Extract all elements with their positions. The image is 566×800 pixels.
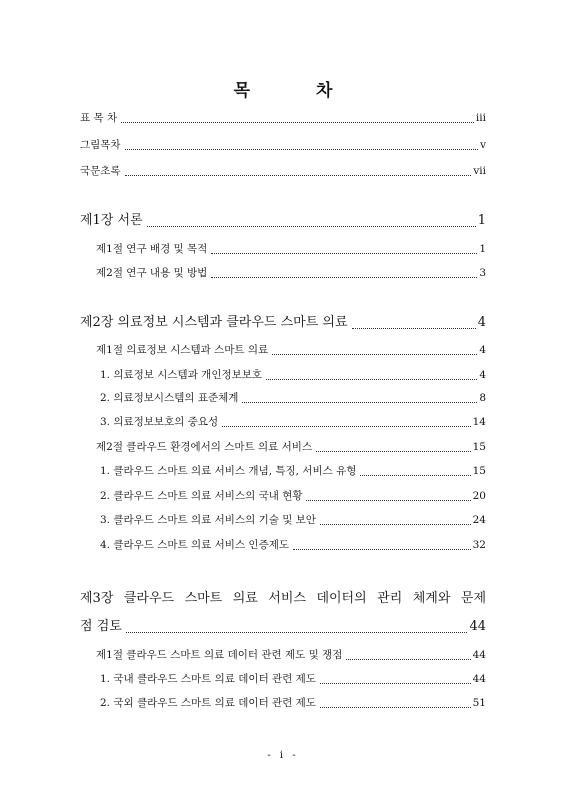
toc-label: 2. 의료정보시스템의 표준체계: [100, 392, 239, 404]
toc-entry-abstract[interactable]: [80, 163, 486, 178]
dot-leader: [316, 439, 471, 452]
toc-label: 국문초록: [80, 165, 121, 177]
toc-entry-ch2-1-3[interactable]: [100, 414, 486, 429]
dot-leader: [266, 367, 477, 380]
toc-page-number: 4: [477, 315, 486, 330]
dot-leader: [293, 537, 471, 550]
toc-label: 제1절 의료정보 시스템과 스마트 의료: [96, 344, 269, 356]
page-title: 목 차: [233, 81, 363, 101]
toc-page-number: iii: [475, 112, 486, 124]
toc-entry-ch1-sec2[interactable]: [96, 265, 486, 280]
toc-page-number: 32: [472, 539, 486, 551]
dot-leader: [121, 110, 474, 123]
toc-page-number: 15: [472, 465, 486, 477]
toc-page-number: 3: [479, 267, 486, 279]
toc-entry-ch3-sec1[interactable]: [96, 647, 486, 662]
dot-leader: [125, 137, 478, 150]
toc-entry-tables[interactable]: [80, 110, 486, 125]
toc-page-number: v: [480, 139, 486, 151]
toc-label: 제1절 연구 배경 및 목적: [96, 243, 208, 255]
dot-leader: [320, 671, 471, 684]
toc-entry-chapter-2[interactable]: [80, 314, 486, 331]
dot-leader: [125, 163, 472, 176]
toc-label: 제2절 연구 내용 및 방법: [96, 267, 208, 279]
dot-leader: [320, 695, 471, 708]
toc-label: 제2장 의료정보 시스템과 클라우드 스마트 의료: [80, 315, 348, 330]
toc-page-number: 44: [472, 649, 486, 661]
toc-page-number: 20: [472, 490, 486, 502]
toc-label: 표 목 차: [80, 112, 118, 124]
toc-entry-ch1-sec1[interactable]: [96, 241, 486, 256]
toc-label: 점 검토: [80, 619, 122, 634]
toc-entry-figures[interactable]: [80, 137, 486, 152]
toc-label: 제1절 클라우드 스마트 의료 데이터 관련 제도 및 쟁점: [96, 649, 343, 661]
dot-leader: [126, 618, 468, 633]
dot-leader: [352, 314, 476, 329]
toc-entry-ch2-1-2[interactable]: [100, 390, 486, 405]
toc-label: 1. 의료정보 시스템과 개인정보보호: [100, 369, 263, 381]
dot-leader: [320, 512, 471, 525]
dot-leader: [211, 241, 477, 254]
page-number-footer: - i -: [267, 750, 299, 761]
toc-page-number: 1: [479, 243, 486, 255]
toc-page-number: 44: [472, 673, 486, 685]
toc-page-number: 14: [472, 416, 486, 428]
toc-label: 2. 클라우드 스마트 의료 서비스의 국내 현황: [100, 490, 303, 502]
toc-entry-ch3-1-2[interactable]: [100, 695, 486, 710]
dot-leader: [272, 342, 477, 355]
dot-leader: [242, 390, 477, 403]
toc-entry-ch2-1-1[interactable]: [100, 367, 486, 382]
toc-label: 2. 국외 클라우드 스마트 의료 데이터 관련 제도: [100, 697, 316, 709]
dot-leader: [211, 265, 477, 278]
toc-label: 제1장 서론: [80, 213, 143, 228]
toc-label: 4. 클라우드 스마트 의료 서비스 인증제도: [100, 539, 289, 551]
toc-entry-ch3-1-1[interactable]: [100, 671, 486, 686]
toc-entry-ch2-2-4[interactable]: [100, 537, 486, 552]
toc-label: 그림목차: [80, 139, 121, 151]
toc-label: 1. 클라우드 스마트 의료 서비스 개념, 특징, 서비스 유형: [100, 465, 357, 477]
toc-entry-ch2-2-1[interactable]: [100, 463, 486, 478]
toc-page-number: 51: [472, 697, 486, 709]
toc-label: 제2절 클라우드 환경에서의 스마트 의료 서비스: [96, 441, 313, 453]
toc-entry-ch2-2-2[interactable]: [100, 488, 486, 503]
toc-label: 3. 클라우드 스마트 의료 서비스의 기술 및 보안: [100, 514, 316, 526]
toc-page-number: vii: [473, 165, 486, 177]
dot-leader: [346, 647, 470, 660]
toc-entry-chapter-3-line2[interactable]: [80, 618, 486, 635]
toc-page-number: 24: [472, 514, 486, 526]
dot-leader: [360, 463, 470, 476]
toc-label: 3. 의료정보보호의 중요성: [100, 416, 219, 428]
toc-entry-ch2-2-3[interactable]: [100, 512, 486, 527]
toc-entry-chapter-1[interactable]: [80, 212, 486, 229]
toc-entry-chapter-3-line1[interactable]: 제3장 클라우드 스마트 의료 서비스 데이터의 관리 체계와 문제: [80, 591, 486, 606]
toc-entry-ch2-sec2[interactable]: [96, 439, 486, 454]
toc-page-number: 15: [472, 441, 486, 453]
toc-page-number: 4: [479, 369, 486, 381]
toc-label: 1. 국내 클라우드 스마트 의료 데이터 관련 제도: [100, 673, 316, 685]
toc-page-number: 4: [479, 344, 486, 356]
dot-leader: [306, 488, 470, 501]
toc-page-number: 8: [479, 392, 486, 404]
dot-leader: [147, 212, 476, 227]
toc-entry-ch2-sec1[interactable]: [96, 342, 486, 357]
toc-page-number: 1: [477, 213, 486, 228]
dot-leader: [222, 414, 471, 427]
toc-page-number: 44: [469, 619, 486, 634]
